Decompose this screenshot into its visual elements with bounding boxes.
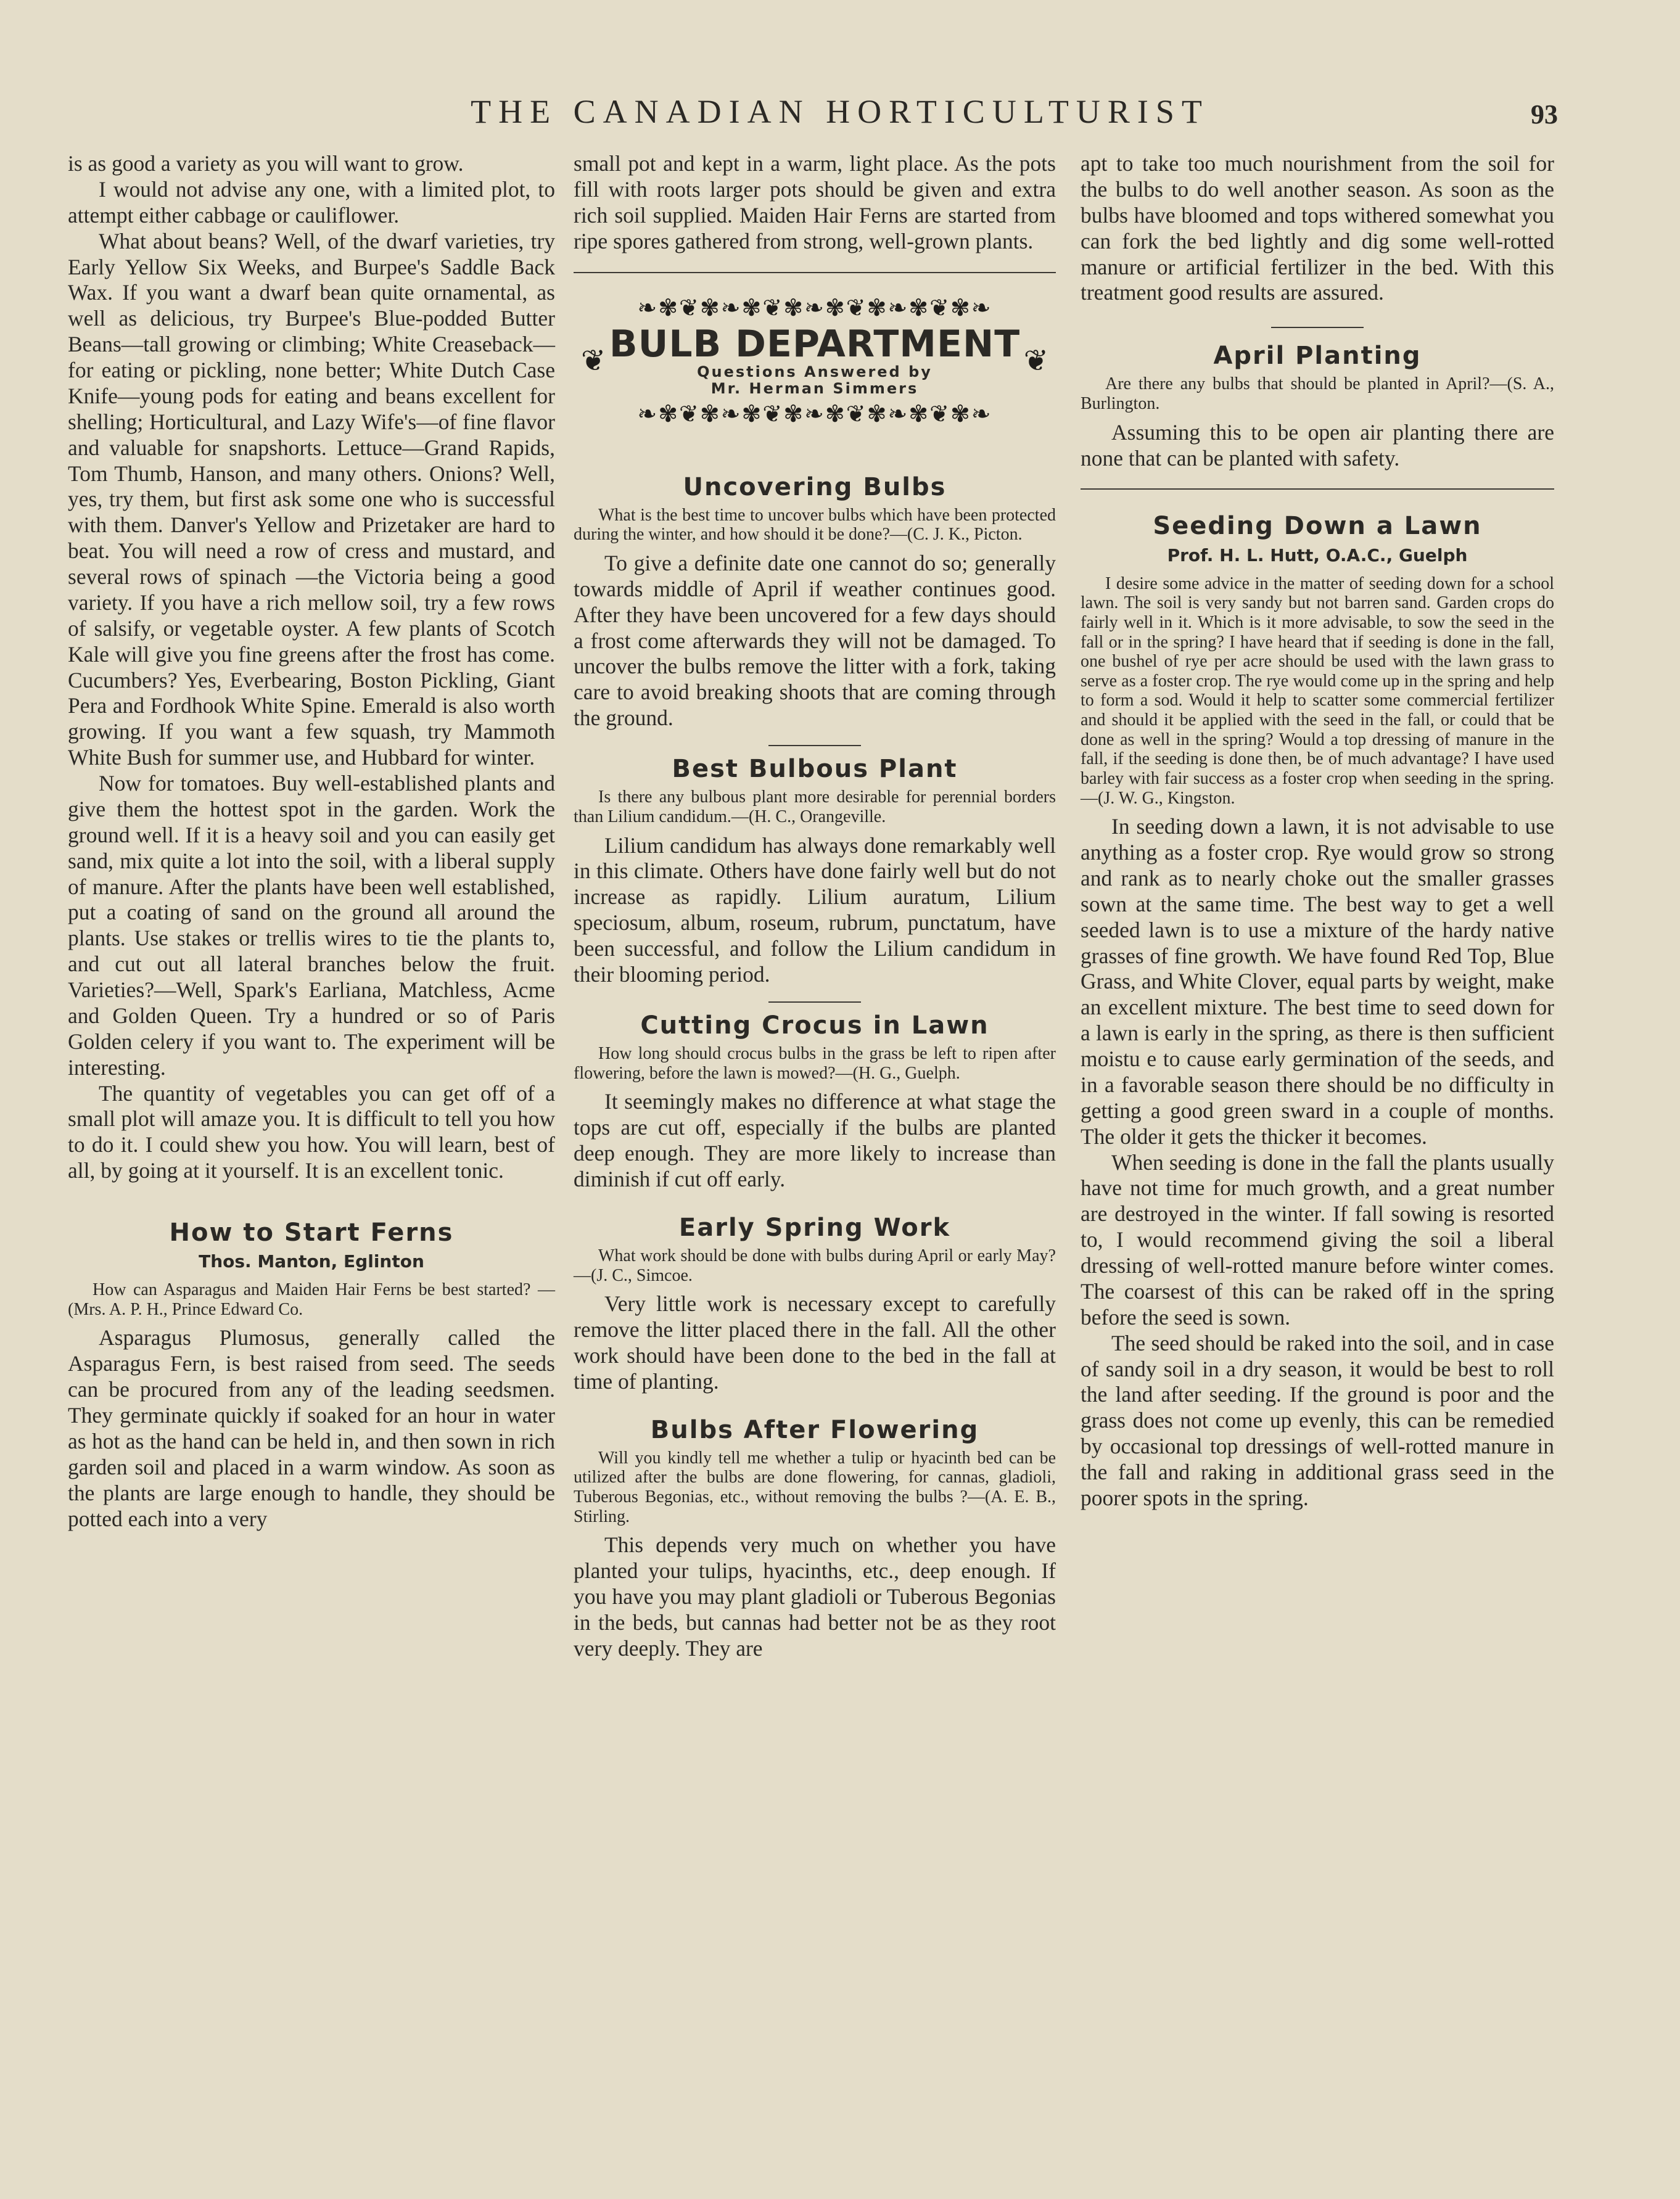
question: Is there any bulbous plant more desirable for perennial borders than Lilium candidum.—(H. C., Orangeville. xyxy=(574,787,1056,826)
paragraph: I would not advise any one, with a limited plot, to attempt either cabbage or cauliflower. xyxy=(68,176,555,228)
paragraph: In seeding down a lawn, it is not advisable to use anything as a foster crop. Rye would grow so strong and rank as to nearly choke out the smaller grasses sown at the same time. The best way to get a well seeded lawn is to use a mixture of the hardy native grasses of fine growth. We have found Red Top, Blue Grass, and White Clover, equal parts by weight, make an excellent mixture. The best time to seed down for a lawn is early in the spring, as there is then sufficient moistu e to cause early germination of the seeds, and in a favorable season there should be no difficulty in getting a good green sward in a couple of months. The older it gets the thicker it becomes. xyxy=(1081,814,1554,1149)
section-title: Seeding Down a Lawn xyxy=(1153,512,1482,541)
paragraph: is as good a variety as you will want to grow. xyxy=(68,151,464,176)
section-title: Bulbs After Flowering xyxy=(650,1415,979,1444)
section-title: Early Spring Work xyxy=(678,1213,951,1242)
divider xyxy=(1271,327,1364,328)
question: Will you kindly tell me whether a tulip or hyacinth bed can be utilized after the bulbs are done flowering, for cannas, gladioli, Tuberous Begonias, etc., without removing the bulbs ?—(A. E. B., Stirling. xyxy=(574,1448,1056,1526)
column-2 xyxy=(574,151,1056,1662)
question: Are there any bulbs that should be planted in April?—(S. A., Burlington. xyxy=(1081,374,1554,414)
paragraph: The seed should be raked into the soil, and in case of sandy soil in a dry season, it would be best to roll the land after seeding. If the ground is poor and the grass does not come up evenly, this can be remedied by occasional top dressings of well-rotted manure in the fall and raking in additional grass seed in the poorer spots in the spring. xyxy=(1081,1330,1554,1510)
answer: It seemingly makes no difference at what stage the tops are cut off, especially if the bulbs are planted deep enough. They are more likely to increase than diminish if cut off early. xyxy=(574,1089,1056,1191)
article-bulbs-after-flowering xyxy=(574,1416,1056,1662)
question: What work should be done with bulbs during April or early May?—(J. C., Simcoe. xyxy=(574,1246,1056,1285)
ornament-border-top: ❧✾❦✾❧✾❦✾❧✾❦✾❧✾❦✾❧ xyxy=(637,294,992,321)
department-subtitle: Questions Answered by xyxy=(697,363,933,381)
paragraph: The quantity of vegetables you can get off of a small plot will amaze you. It is difficult to tell you how to do it. I could shew you how. You will learn, best of all, by going at it yourself. It is an excellent tonic. xyxy=(68,1080,555,1183)
question: How long should crocus bulbs in the grass be left to ripen after flowering, before the lawn is mowed?—(H. G., Guelph. xyxy=(574,1043,1056,1083)
answer: To give a definite date one cannot do so; generally towards middle of April if weather continues good. After they have been uncovered for a few days should a frost come afterwards they will not be damaged. To uncover the bulbs remove the litter with a fork, taking care to avoid breaking shoots that are coming through the ground. xyxy=(574,550,1056,731)
byline: Thos. Manton, Eglinton xyxy=(199,1251,424,1272)
answer: This depends very much on whether you have planted your tulips, hyacinths, etc., deep enough. If you have you may plant gladioli or Tuberous Begonias in the beds, but cannas had better not be as they root very deeply. They are xyxy=(574,1532,1056,1661)
department-title: BULB DEPARTMENT xyxy=(609,323,1021,366)
answer: Very little work is necessary except to carefully remove the litter placed there in the fall. All the other work should have been done to the bed in the fall at time of planting. xyxy=(574,1291,1056,1394)
question: I desire some advice in the matter of seeding down for a school lawn. The soil is very sandy but not barren sand. Garden crops do fairly well in it. Which is it more advisable, to sow the seed in the fall or in the spring? I have heard that if seeding is done in the fall, one bushel of rye per acre should be used with the lawn grass to serve as a foster crop. The rye would come up in the spring and help to form a sod. Would it help to scatter some commercial fertilizer and should it be applied with the seed in the fall, or could that be done as well in the spring? Would a top dressing of manure in the fall, if the seeding is done then, be of much advantage? I have used barley with fair success as a foster crop when seeding in the spring. —(J. W. G., Kingston. xyxy=(1081,573,1554,808)
section-title: How to Start Ferns xyxy=(169,1219,454,1247)
ornament-border-bottom: ❧✾❦✾❧✾❦✾❧✾❦✾❧✾❦✾❧ xyxy=(637,400,992,428)
paragraph: apt to take too much nourishment from the soil for the bulbs to do well another season. As soon as the bulbs have bloomed and tops withered somewhat you can fork the bed lightly and dig some well-rotted manure or artificial fertilizer in the bed. With this treatment good results are assured. xyxy=(1081,151,1554,305)
divider xyxy=(768,1001,861,1003)
article-cutting-crocus xyxy=(574,1011,1056,1193)
answer: Assuming this to be open air planting there are none that can be planted with safety. xyxy=(1081,419,1554,471)
publication-title: THE CANADIAN HORTICULTURIST xyxy=(471,93,1209,130)
ornament-left-icon: ❦ xyxy=(581,343,606,378)
paragraph: When seeding is done in the fall the plants usually have not time for much growth, and a great number are destroyed in the winter. If fall sowing is resorted to, I would recommend giving the soil a liberal dressing of well-rotted manure before winter comes. The coarsest of this can be raked off in the spring before the seed is sown. xyxy=(1081,1149,1554,1330)
byline: Prof. H. L. Hutt, O.A.C., Guelph xyxy=(1167,545,1468,565)
question: How can Asparagus and Maiden Hair Ferns be best started? —(Mrs. A. P. H., Prince Edward Co. xyxy=(68,1280,555,1319)
paragraph: Now for tomatoes. Buy well-established plants and give them the hottest spot in the garden. Work the ground well. If it is a heavy soil and you can easily get sand, mix quite a lot into the soil, with a liberal supply of manure. After the plants have been well established, put a coating of sand on the ground all around the plants. Use stakes or trellis wires to tie the plants to, and cut out all lateral branches below the fruit. Varieties?—Well, Spark's Earliana, Matchless, Acme and Golden Queen. Try a hundred or so of Paris Golden celery if you want to. The experiment will be interesting. xyxy=(68,771,555,1080)
section-title: April Planting xyxy=(1213,342,1422,371)
section-title: Uncovering Bulbs xyxy=(683,472,947,501)
divider xyxy=(768,745,861,746)
running-head xyxy=(0,92,1680,136)
column-3 xyxy=(1081,151,1554,1511)
paragraph: What about beans? Well, of the dwarf varieties, try Early Yellow Six Weeks, and Burpee's Saddle Back Wax. If you want a dwarf bean quite ornamental, as well as delicious, try Burpee's Blue-podded Butter Beans—tall growing or climbing; White Creaseback—for eating or pickling, none better; White Dutch Case Knife—young pods for eating and beans excellent for shelling; Horticultural, and Lazy Wife's—of fine flavor and valuable for snapshorts. Lettuce—Grand Rapids, Tom Thumb, Hanson, and many others. Onions? Well, yes, try them, but first ask some one who is successful with them. Danver's Yellow and Prizetaker are hard to beat. You will need a row of cress and mustard, and several rows of spinach —the Victoria being a good variety. If you have a rich mellow soil, try a few rows of salsify, or vegetable oyster. A few plants of Scotch Kale will give you fine greens after the frost has come. Cucumbers? Yes, Everbearing, Boston Pickling, Giant Pera and Fordhook White Spine. Emerald is also worth growing. If you want a few squash, try Mammoth White Bush for summer use, and Hubbard for winter. xyxy=(68,228,555,770)
answer: Asparagus Plumosus, generally called the Asparagus Fern, is best raised from seed. The seeds can be procured from any of the leading seedsmen. They germinate quickly if soaked for an hour in water as hot as the hand can be held in, and then sown in rich garden soil and placed in a warm window. As soon as the plants are large enough to handle, they should be potted each into a very xyxy=(68,1325,555,1531)
bulb-department-banner xyxy=(574,294,1056,461)
page-number: 93 xyxy=(1531,99,1558,129)
article-best-bulbous-plant xyxy=(574,755,1056,988)
ornament-right-icon: ❦ xyxy=(1023,343,1048,378)
section-title: Best Bulbous Plant xyxy=(672,755,958,784)
answer: Lilium candidum has always done remarkably well in this climate. Others have done fairly well but do not increase as rapidly. Lilium auratum, Lilium speciosum, album, roseum, rubrum, punctatum, have been successful, and follow the Lilium candidum in their blooming period. xyxy=(574,832,1056,987)
section-title: Cutting Crocus in Lawn xyxy=(640,1011,989,1040)
question: What is the best time to uncover bulbs which have been protected during the winter, and how should it be done?—(C. J. K., Picton. xyxy=(574,505,1056,545)
department-subtitle: Mr. Herman Simmers xyxy=(710,379,919,397)
article-early-spring-work xyxy=(574,1214,1056,1395)
article-uncovering-bulbs xyxy=(574,473,1056,732)
article-seeding-down-lawn xyxy=(1081,512,1554,1511)
article-april-planting xyxy=(1081,342,1554,471)
divider xyxy=(574,272,1056,273)
paragraph: small pot and kept in a warm, light place. As the pots fill with roots larger pots should be given and extra rich soil supplied. Maiden Hair Ferns are started from ripe spores gathered from strong, well-grown plants. xyxy=(574,151,1056,253)
divider xyxy=(1081,488,1554,490)
article-how-to-start-ferns xyxy=(68,1219,555,1532)
column-1 xyxy=(68,151,555,1532)
